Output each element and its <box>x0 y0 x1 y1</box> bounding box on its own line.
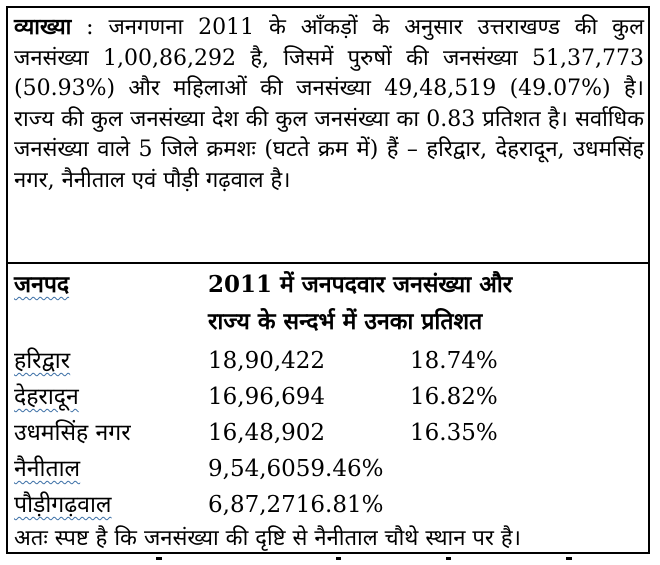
explanation-paragraph <box>14 12 644 196</box>
population-value: 16,48,902 <box>208 420 326 446</box>
explanation-label: व्याख्या <box>14 14 72 40</box>
population-value <box>208 490 384 520</box>
percent-value: 16.35% <box>410 420 498 446</box>
cropped-next-line <box>6 556 650 565</box>
district-name-nainital: नैनीताल <box>14 456 81 482</box>
population-value <box>208 454 384 484</box>
percent-value: 18.74% <box>410 348 498 374</box>
district-name-haridwar: हरिद्वार <box>14 348 71 374</box>
district-name-udham-singh-nagar: उधमसिंह नगर <box>14 420 131 446</box>
percent-value: 9.46% <box>310 456 384 482</box>
population-value: 18,90,422 <box>208 348 326 374</box>
explanation-text: : जनगणना 2011 के आँकड़ों के अनुसार उत्तराखण्ड की कुल जनसंख्या 1,00,86,292 है, जिसमें पुरुषों की जनसंख्या 51,37,773 (50.93%) और महिलाओं की जनसंख्या 49,48,519 (49.07%) है। राज्य की कुल जनसंख्या देश की कुल जनसंख्या का 0.83 प्रतिशत है। सर्वाधिक जनसंख्या वाले 5 जिले क्रमशः (घटते क्रम में) हैं – हरिद्वार, देहरादून, उधमसिंह नगर, नैनीताल एवं पौड़ी गढ़वाल है। <box>14 15 644 193</box>
population-number: 6,87,271 <box>208 492 311 518</box>
section-divider <box>6 262 650 264</box>
percent-value: 6.81% <box>310 492 384 518</box>
district-name-pauri-garhwal: पौड़ीगढ़वाल <box>14 492 112 518</box>
conclusion-text: अतः स्पष्ट है कि जनसंख्या की दृष्टि से नैनीताल चौथे स्थान पर है। <box>14 526 521 551</box>
district-column-header: जनपद <box>14 271 70 298</box>
population-value: 16,96,694 <box>208 384 326 410</box>
table-title-line-2: राज्य के सन्दर्भ में उनका प्रतिशत <box>208 308 483 335</box>
table-title-line-1: 2011 में जनपदवार जनसंख्या और <box>208 271 513 298</box>
population-number: 9,54,605 <box>208 456 311 482</box>
percent-value: 16.82% <box>410 384 498 410</box>
district-name-dehradun: देहरादून <box>14 384 79 410</box>
